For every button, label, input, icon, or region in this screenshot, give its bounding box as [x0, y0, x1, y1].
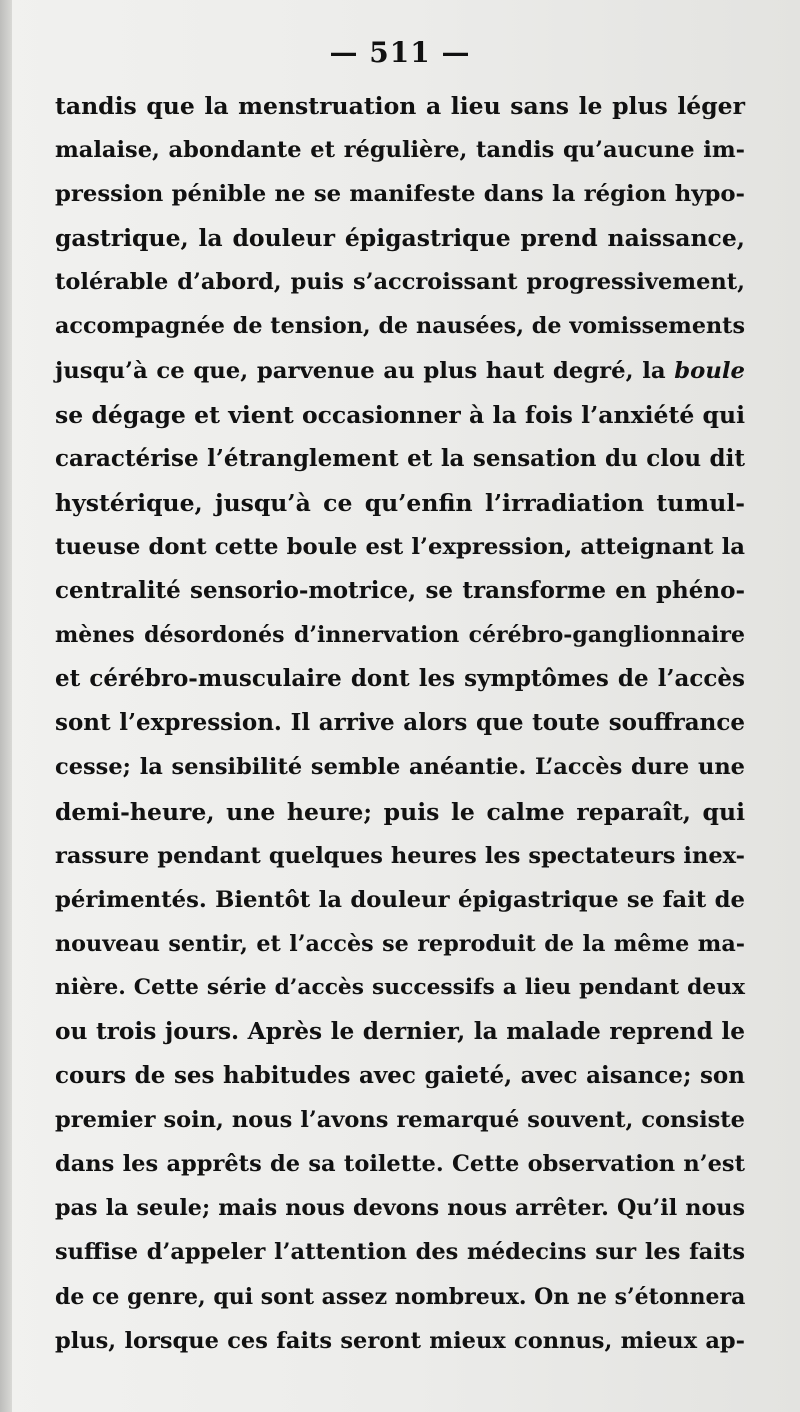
text-line: et cérébro-musculaire dont les symptômes de l’accès: [55, 665, 745, 693]
text-line: pression pénible ne se manifeste dans la région hypo-: [55, 181, 745, 208]
text-line: premier soin, nous l’avons remarqué souvent, consiste: [55, 1107, 745, 1134]
body-text: [55, 84, 745, 1363]
text-line: suffise d’appeler l’attention des médecins sur les faits: [55, 1239, 745, 1266]
text-line: gastrique, la douleur épigastrique prend naissance,: [55, 224, 745, 253]
text-line: nouveau sentir, et l’accès se reproduit de la même ma-: [55, 930, 745, 957]
text-line: cesse; la sensibilité semble anéantie. L’accès dure une: [55, 754, 745, 781]
text-line: ou trois jours. Après le dernier, la malade reprend le: [55, 1017, 745, 1045]
text-line-with-italic: [55, 349, 745, 393]
text-line: malaise, abondante et régulière, tandis qu’aucune im-: [55, 137, 745, 164]
text-line: dans les apprêts de sa toilette. Cette observation n’est: [55, 1151, 745, 1178]
text-line: cours de ses habitudes avec gaieté, avec aisance; son: [55, 1062, 745, 1090]
text-line: hystérique, jusqu’à ce qu’enfin l’irradiation tumul-: [55, 488, 745, 517]
text-line: tandis que la menstruation a lieu sans le plus léger: [55, 92, 745, 120]
text-line: périmentés. Bientôt la douleur épigastrique se fait de: [55, 886, 745, 913]
text-line: rassure pendant quelques heures les spectateurs inex-: [55, 842, 745, 869]
text-segment: jusqu’à ce que, parvenue au plus haut degré, la: [55, 357, 675, 384]
text-line: tueuse dont cette boule est l’expression, atteignant la: [55, 533, 745, 560]
text-line: demi-heure, une heure; puis le calme reparaît, qui: [55, 797, 745, 826]
text-line: plus, lorsque ces faits seront mieux connus, mieux ap-: [55, 1327, 745, 1354]
italic-word: boule: [674, 357, 745, 384]
page-binding-edge: [0, 0, 12, 1412]
text-line: tolérable d’abord, puis s’accroissant progressivement,: [55, 269, 745, 296]
page-number: — 511 —: [329, 36, 471, 69]
text-line: mènes désordonés d’innervation cérébro-ganglionnaire: [55, 622, 745, 649]
text-line: caractérise l’étranglement et la sensation du clou dit: [55, 444, 745, 472]
text-line: pas la seule; mais nous devons nous arrêter. Qu’il nous: [55, 1195, 745, 1222]
text-line: de ce genre, qui sont assez nombreux. On ne s’étonnera: [55, 1283, 746, 1310]
text-line: nière. Cette série d’accès successifs a lieu pendant deux: [55, 974, 745, 1000]
text-line: centralité sensorio-motrice, se transforme en phéno-: [55, 577, 745, 605]
text-line: sont l’expression. Il arrive alors que toute souffrance: [55, 709, 745, 737]
text-line: accompagnée de tension, de nausées, de vomissements: [55, 313, 745, 340]
text-line: se dégage et vient occasionner à la fois l’anxiété qui: [55, 400, 745, 429]
